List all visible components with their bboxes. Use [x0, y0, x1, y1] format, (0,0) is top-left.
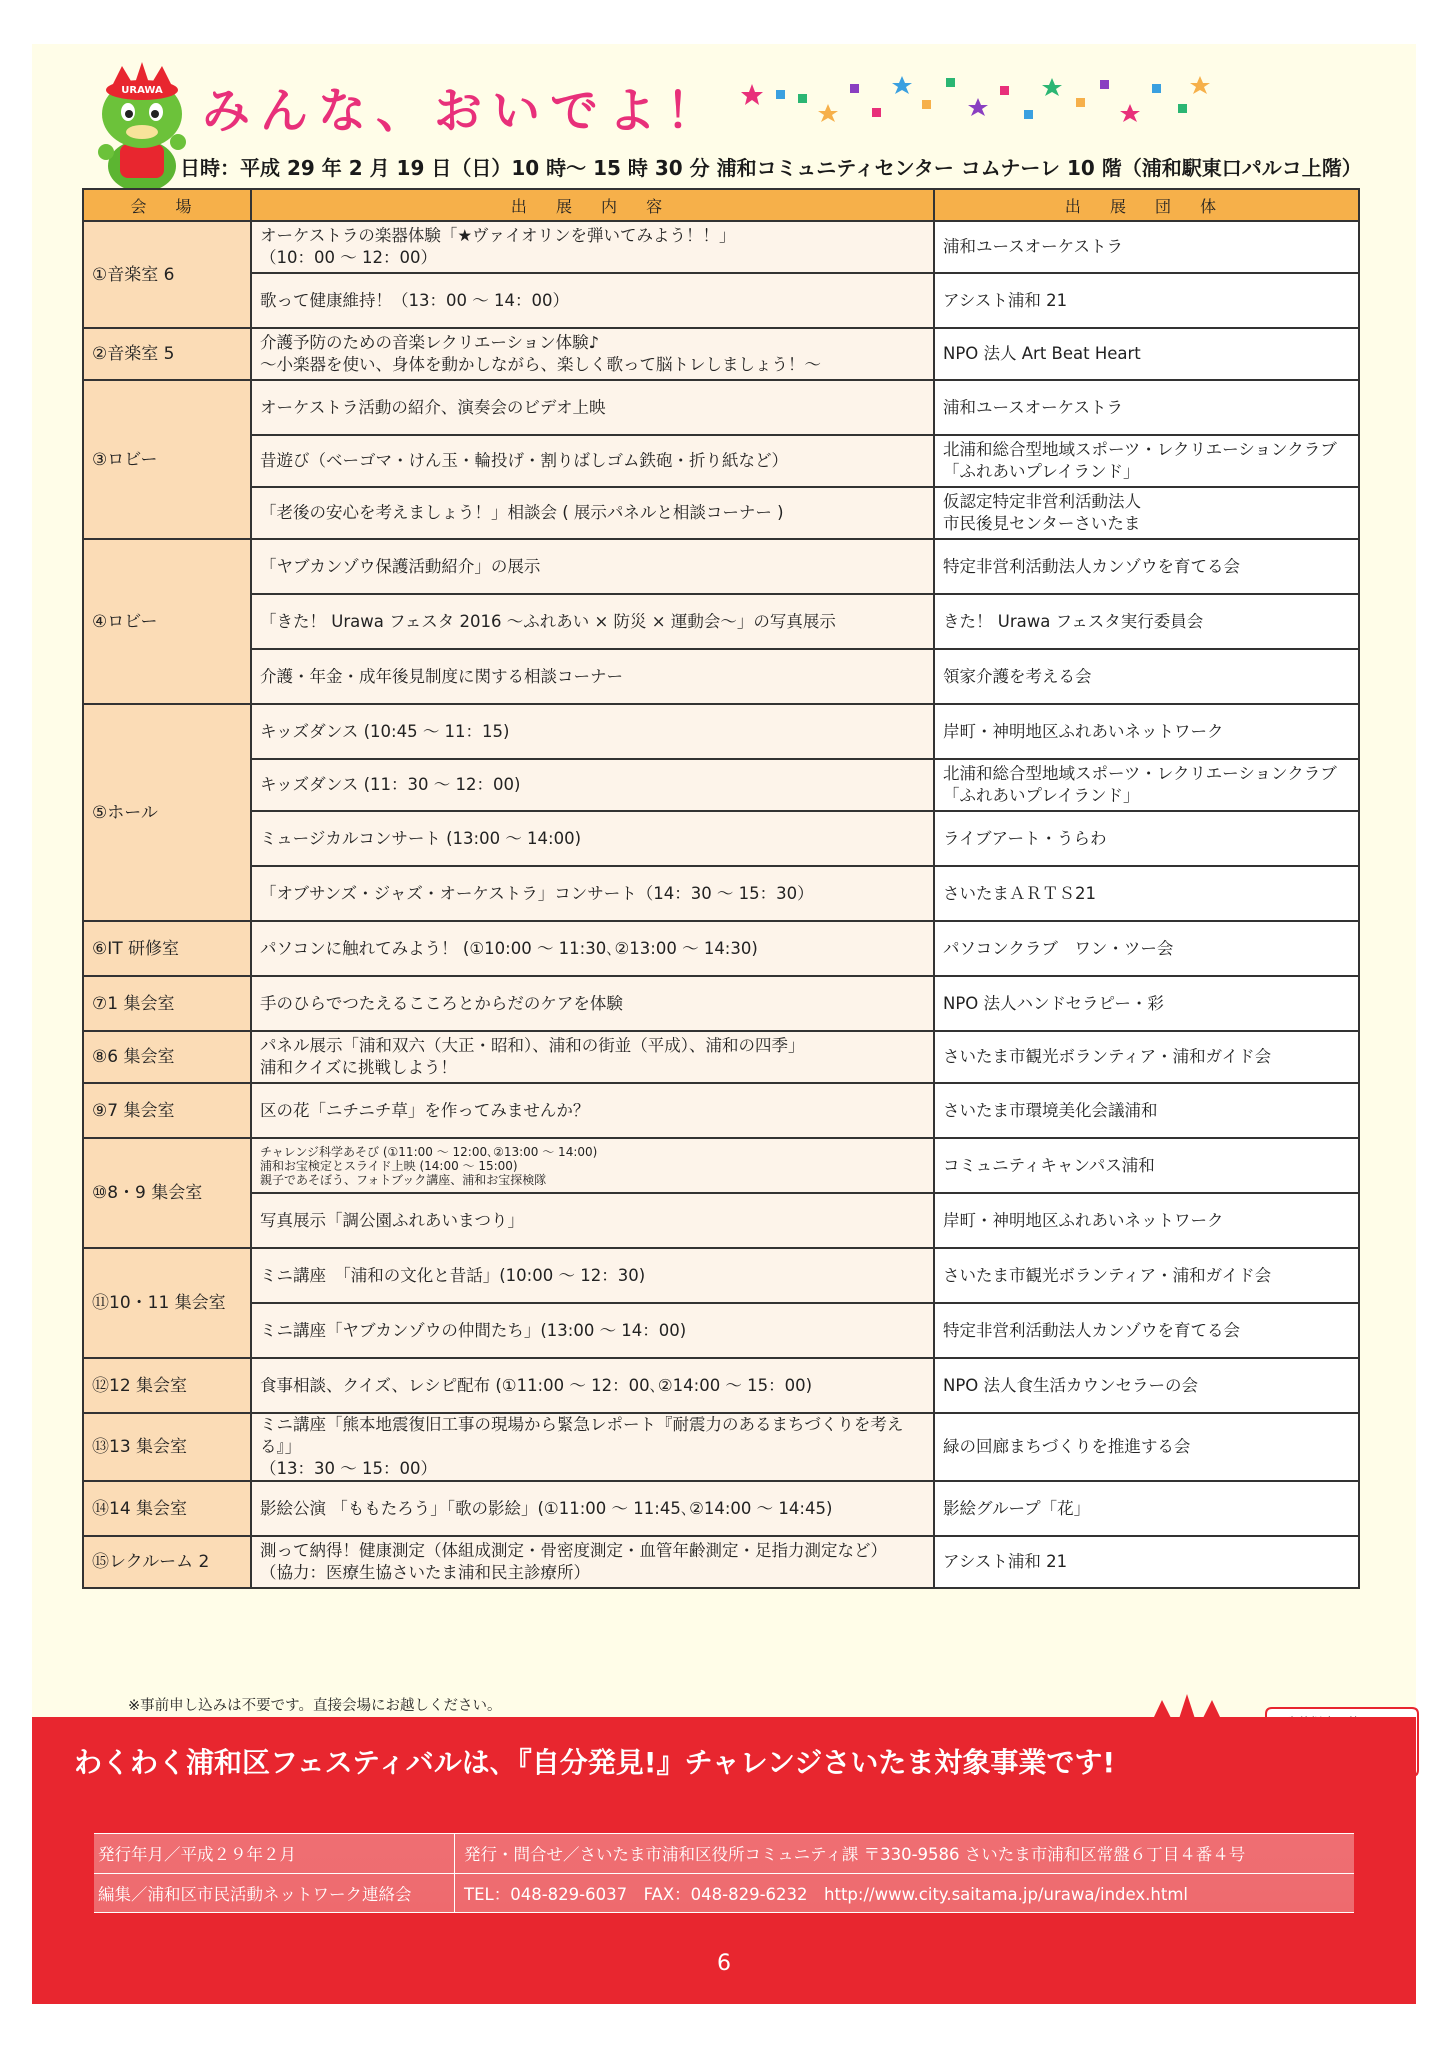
organization-cell: [934, 1303, 1359, 1358]
content-line: 昔遊び（ベーゴマ・けん玉・輪投げ・割りばしゴム鉄砲・折り紙など）: [260, 451, 788, 470]
organization-cell: [934, 976, 1359, 1031]
organization-line: さいたま市環境美化会議浦和: [943, 1100, 1158, 1120]
organization-cell: [934, 1031, 1359, 1083]
content-line: キッズダンス (11：30 ～ 12：00): [260, 775, 521, 794]
organization-line: ライブアート・うらわ: [943, 828, 1107, 848]
organization-cell: [934, 435, 1359, 487]
venue-cell: ⑤ホール: [83, 704, 251, 921]
header-venue: 会 場: [83, 189, 251, 221]
exhibit-table: [82, 188, 1360, 1589]
organization-line: NPO 法人食生活カウンセラーの会: [943, 1375, 1199, 1395]
content-line: 手のひらでつたえるこころとからだのケアを体験: [260, 993, 623, 1013]
table-body: [83, 221, 1359, 1588]
table-row: [83, 1193, 1359, 1248]
organization-line: 仮認定特定非営利活動法人: [943, 492, 1141, 511]
content-cell: [251, 976, 934, 1031]
organization-cell: [934, 1481, 1359, 1536]
content-cell: [251, 1358, 934, 1413]
table-row: [83, 1248, 1359, 1303]
footer-rule: [94, 1912, 1354, 1913]
organization-line: さいたま市観光ボランティア・浦和ガイド会: [943, 1265, 1272, 1285]
content-cell: [251, 328, 934, 380]
organization-cell: [934, 759, 1359, 811]
footer-rule: [94, 1873, 1354, 1874]
venue-cell: ④ロビー: [83, 539, 251, 704]
organization-cell: [934, 1138, 1359, 1193]
organization-cell: [934, 328, 1359, 380]
event-date-venue: 日時：平成 29 年 2 月 19 日（日）10 時～ 15 時 30 分 浦和コミュニティセンター コムナーレ 10 階（浦和駅東口パルコ上階）: [180, 156, 1362, 180]
table-row: [83, 380, 1359, 435]
content-cell: [251, 1303, 934, 1358]
organization-cell: [934, 221, 1359, 273]
content-line: 浦和お宝検定とスライド上映 (14:00 ～ 15:00): [260, 1158, 518, 1173]
content-line: 「きた！ Urawa フェスタ 2016 ～ふれあい × 防災 × 運動会～」の写真展示: [260, 611, 836, 631]
content-line: ミュージカルコンサート (13:00 ～ 14:00): [260, 828, 582, 848]
footer-rule: [94, 1833, 1354, 1834]
table-row: [83, 594, 1359, 649]
content-line: ミニ講座「熊本地震復旧工事の現場から緊急レポート『耐震力のあるまちづくりを考える』」: [260, 1415, 904, 1456]
table-row: [83, 649, 1359, 704]
organization-line: 北浦和総合型地域スポーツ・レクリエーションクラブ: [943, 764, 1337, 783]
content-line: 「オブサンズ・ジャズ・オーケストラ」コンサート（14：30 ～ 15：30）: [260, 883, 814, 903]
content-line: 測って納得！健康測定（体組成測定・骨密度測定・血管年齢測定・足指力測定など）: [260, 1541, 887, 1560]
venue-cell: ⑥IT 研修室: [83, 921, 251, 976]
table-row: [83, 221, 1359, 273]
table-row: [83, 328, 1359, 380]
venue-cell: ⑬13 集会室: [83, 1413, 251, 1481]
content-line: オーケストラ活動の紹介、演奏会のビデオ上映: [260, 397, 606, 417]
header-organization: 出 展 団 体: [934, 189, 1359, 221]
table-row: [83, 487, 1359, 539]
content-line: キッズダンス (10:45 ～ 11：15): [260, 721, 510, 741]
organization-line: 岸町・神明地区ふれあいネットワーク: [943, 1210, 1224, 1230]
table-row: [83, 273, 1359, 328]
venue-cell: ⑪10・11 集会室: [83, 1248, 251, 1358]
organization-line: さいたまＡＲＴＳ21: [943, 883, 1096, 903]
content-cell: [251, 811, 934, 866]
table-row: [83, 921, 1359, 976]
content-line: （13：30 ～ 15：00）: [260, 1459, 437, 1478]
table-row: [83, 1358, 1359, 1413]
table-row: [83, 976, 1359, 1031]
mascot-cap-label: URAWA: [121, 85, 163, 96]
table-row: [83, 1303, 1359, 1358]
content-line: 歌って健康維持！（13：00 ～ 14：00）: [260, 290, 569, 310]
organization-line: 特定非営利活動法人カンゾウを育てる会: [943, 556, 1240, 576]
venue-cell: ②音楽室 5: [83, 328, 251, 380]
venue-cell: ⑩8・9 集会室: [83, 1138, 251, 1248]
organization-cell: [934, 704, 1359, 759]
table-row: [83, 1138, 1359, 1193]
note-line: ※事前申し込みは不要です。直接会場にお越しください。: [128, 1698, 502, 1714]
content-line: 食事相談、クイズ、レシピ配布 (①11:00 ～ 12：00､②14:00 ～ 15：00): [260, 1375, 813, 1395]
footer-editor: 編集／浦和区市民活動ネットワーク連絡会: [98, 1885, 412, 1904]
organization-cell: [934, 594, 1359, 649]
organization-cell: [934, 273, 1359, 328]
content-cell: [251, 1083, 934, 1138]
venue-cell: ⑦1 集会室: [83, 976, 251, 1031]
exhibit-table-wrapper: [82, 188, 1358, 1589]
table-row: [83, 539, 1359, 594]
content-cell: [251, 649, 934, 704]
content-line: 写真展示「調公園ふれあいまつり」: [260, 1210, 524, 1230]
organization-cell: [934, 1193, 1359, 1248]
venue-cell: ⑧6 集会室: [83, 1031, 251, 1083]
organization-cell: [934, 1083, 1359, 1138]
content-cell: [251, 921, 934, 976]
content-line: ～小楽器を使い、身体を動かしながら、楽しく歌って脳トレしましょう！～: [260, 355, 821, 374]
organization-line: アシスト浦和 21: [943, 1552, 1068, 1571]
organization-cell: [934, 487, 1359, 539]
organization-line: パソコンクラブ ワン・ツー会: [943, 938, 1174, 958]
organization-cell: [934, 539, 1359, 594]
content-cell: [251, 1193, 934, 1248]
content-cell: [251, 1481, 934, 1536]
table-row: [83, 704, 1359, 759]
venue-cell: ①音楽室 6: [83, 221, 251, 328]
organization-cell: [934, 649, 1359, 704]
organization-line: 浦和ユースオーケストラ: [943, 237, 1124, 256]
venue-cell: ⑮レクルーム 2: [83, 1536, 251, 1588]
content-cell: [251, 221, 934, 273]
organization-line: 浦和ユースオーケストラ: [943, 397, 1124, 417]
organization-cell: [934, 1536, 1359, 1588]
organization-line: きた！ Urawa フェスタ実行委員会: [943, 611, 1204, 631]
venue-cell: ⑫12 集会室: [83, 1358, 251, 1413]
table-row: [83, 1536, 1359, 1588]
venue-cell: ③ロビー: [83, 380, 251, 539]
organization-line: コミュニティキャンパス浦和: [943, 1155, 1155, 1175]
content-cell: [251, 539, 934, 594]
content-cell: [251, 1413, 934, 1481]
footer-info-box: [94, 1833, 1354, 1913]
table-row: [83, 1031, 1359, 1083]
content-cell: [251, 704, 934, 759]
organization-cell: [934, 811, 1359, 866]
content-line: パソコンに触れてみよう！ (①10:00 ～ 11:30､②13:00 ～ 14:30): [260, 938, 758, 958]
content-line: 影絵公演 「ももたろう」「歌の影絵」(①11:00 ～ 11:45､②14:00 ～ 14:45): [260, 1498, 833, 1518]
organization-line: NPO 法人ハンドセラピー・彩: [943, 993, 1164, 1013]
footer-contact: TEL：048-829-6037 FAX：048-829-6232 http://www.city.saitama.jp/urawa/index.html: [464, 1885, 1188, 1904]
header-content: 出 展 内 容: [251, 189, 934, 221]
organization-cell: [934, 1248, 1359, 1303]
organization-cell: [934, 866, 1359, 921]
table-row: [83, 1481, 1359, 1536]
page-background: [32, 44, 1416, 2004]
content-cell: [251, 594, 934, 649]
organization-cell: [934, 380, 1359, 435]
table-row: [83, 1413, 1359, 1481]
venue-cell: ⑨7 集会室: [83, 1083, 251, 1138]
organization-line: 市民後見センターさいたま: [943, 514, 1141, 533]
organization-line: アシスト浦和 21: [943, 290, 1068, 310]
content-line: 区の花「ニチニチ草」を作ってみませんか？: [260, 1100, 590, 1120]
content-line: 介護・年金・成年後見制度に関する相談コーナー: [260, 666, 623, 686]
content-line: 「ヤブカンゾウ保護活動紹介」の展示: [260, 556, 541, 576]
organization-line: 「ふれあいプレイランド」: [943, 462, 1140, 481]
organization-line: 岸町・神明地区ふれあいネットワーク: [943, 721, 1224, 741]
content-line: 親子であそぼう、フォトブック講座、浦和お宝探検隊: [260, 1172, 547, 1187]
table-row: [83, 866, 1359, 921]
organization-cell: [934, 921, 1359, 976]
content-line: ミニ講座 「浦和の文化と昔話」(10:00 ～ 12：30): [260, 1265, 646, 1285]
footer-issue-date: 発行年月／平成２９年２月: [98, 1845, 296, 1864]
content-cell: [251, 487, 934, 539]
organization-line: 緑の回廊まちづくりを推進する会: [943, 1437, 1191, 1456]
content-cell: [251, 1031, 934, 1083]
organization-cell: [934, 1413, 1359, 1481]
content-cell: [251, 866, 934, 921]
content-cell: [251, 1536, 934, 1588]
content-line: （10：00 ～ 12：00）: [260, 248, 437, 267]
content-cell: [251, 435, 934, 487]
content-cell: [251, 1138, 934, 1193]
organization-line: 北浦和総合型地域スポーツ・レクリエーションクラブ: [943, 440, 1337, 459]
organization-line: 領家介護を考える会: [943, 666, 1092, 686]
content-line: チャレンジ科学あそび (①11:00 ～ 12:00､②13:00 ～ 14:00): [260, 1144, 598, 1159]
content-line: 介護予防のための音楽レクリエーション体験♪: [260, 333, 600, 352]
content-line: パネル展示「浦和双六（大正・昭和）、浦和の街並（平成）、浦和の四季」: [260, 1036, 805, 1055]
content-cell: [251, 380, 934, 435]
page-number: 6: [717, 1951, 731, 1976]
content-line: 「老後の安心を考えましょう！」相談会 ( 展示パネルと相談コーナー ): [260, 503, 784, 522]
table-header-row: [83, 189, 1359, 221]
organization-cell: [934, 1358, 1359, 1413]
table-row: [83, 759, 1359, 811]
content-cell: [251, 273, 934, 328]
table-row: [83, 1083, 1359, 1138]
organization-line: NPO 法人 Art Beat Heart: [943, 344, 1141, 363]
table-row: [83, 811, 1359, 866]
venue-cell: ⑭14 集会室: [83, 1481, 251, 1536]
content-line: （協力：医療生協さいたま浦和民主診療所）: [260, 1563, 590, 1582]
challenge-banner: [32, 1717, 1416, 1817]
table-row: [83, 435, 1359, 487]
footer-publisher: 発行・問合せ／さいたま市浦和区役所コミュニティ課 〒330-9586 さいたま市浦和区常盤６丁目４番４号: [464, 1845, 1246, 1864]
organization-line: さいたま市観光ボランティア・浦和ガイド会: [943, 1047, 1272, 1066]
content-cell: [251, 1248, 934, 1303]
content-line: ミニ講座「ヤブカンゾウの仲間たち」(13:00 ～ 14：00): [260, 1320, 687, 1340]
organization-line: 影絵グループ「花」: [943, 1498, 1091, 1518]
page-title: みんな、おいでよ！: [202, 83, 725, 139]
content-line: オーケストラの楽器体験「★ヴァイオリンを弾いてみよう！！」: [260, 226, 736, 245]
footer: [32, 1817, 1416, 2004]
organization-line: 特定非営利活動法人カンゾウを育てる会: [943, 1320, 1240, 1340]
content-cell: [251, 759, 934, 811]
banner-text: わくわく浦和区フェスティバルは､『自分発見!』チャレンジさいたま対象事業です!: [74, 1746, 1116, 1779]
organization-line: 「ふれあいプレイランド」: [943, 786, 1140, 805]
confetti-decoration-icon: [732, 64, 1212, 144]
content-line: 浦和クイズに挑戦しよう！: [260, 1058, 458, 1077]
